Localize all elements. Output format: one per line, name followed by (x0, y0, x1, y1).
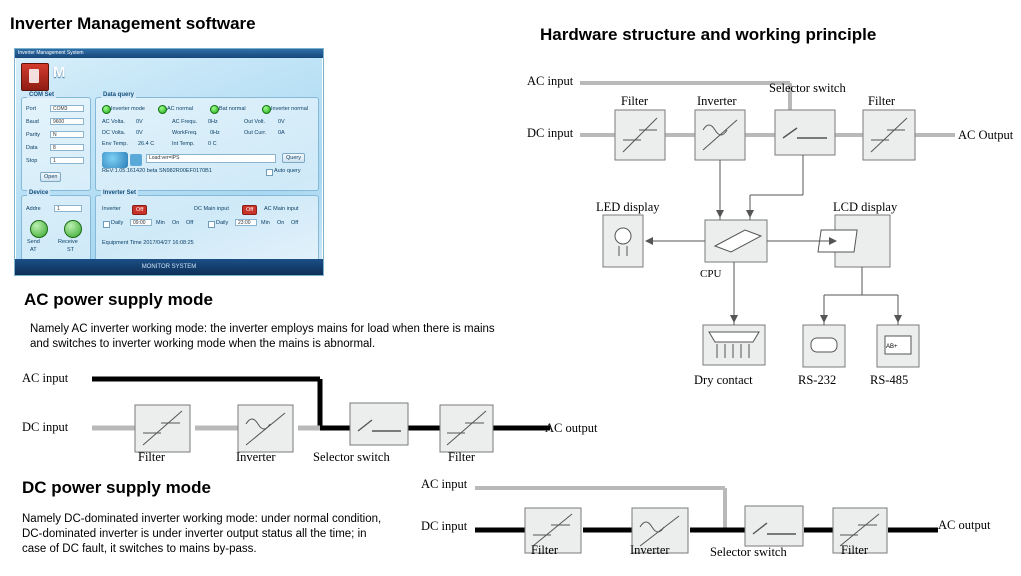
speaker-icon (102, 152, 128, 168)
reading-work-freq-value: 0Hz (210, 130, 220, 136)
inverter-set-title: Inverter Set (103, 190, 137, 196)
reading-env-temp-value: 26.4 C (138, 141, 155, 147)
com-set-title: COM Set (29, 92, 55, 98)
send-led-icon (30, 220, 48, 238)
reading-dc-volt-value: 0V (136, 130, 143, 136)
status-led-inverter-normal (262, 105, 271, 114)
parity-select[interactable]: N (50, 131, 84, 138)
reading-dc-volt-label: DC Volta. (102, 130, 126, 136)
status-label-inverter-mode: Inverter mode (111, 106, 145, 112)
baud-select[interactable]: 9600 (50, 118, 84, 125)
reading-out-curr-value: 0A (278, 130, 285, 136)
status-label-bat-normal: Bat normal (219, 106, 246, 112)
daily2-label: Daily (216, 220, 229, 226)
status-led-ac-normal (158, 105, 167, 114)
ac-mode-filter2-label: Filter (448, 450, 476, 464)
ac-mode-filter1-label: Filter (138, 450, 166, 464)
daily1-checkbox[interactable] (103, 221, 110, 228)
status-led-bat-normal (210, 105, 219, 114)
dc-mode-output-label: AC output (938, 518, 991, 532)
reading-ac-freq-label: AC Frequ. (172, 119, 198, 125)
ac-mode-ac-input-label: AC input (22, 371, 69, 385)
dc-mode-title: DC power supply mode (22, 478, 211, 497)
hw-led-display-label: LED display (596, 200, 660, 214)
hw-cpu-label: CPU (700, 268, 722, 280)
stop-bits-label: Stop (26, 158, 38, 164)
daily1-label: Daily (111, 220, 124, 226)
send-sub-label: AT (30, 247, 37, 253)
hw-lcd-display-label: LCD display (833, 200, 898, 214)
dc-mode-ac-input-label: AC input (421, 477, 468, 491)
inverter-management-app-window[interactable] (14, 48, 324, 276)
app-titlebar: Inverter Management System (15, 49, 323, 58)
status-led-inverter-mode (102, 105, 111, 114)
ac-mode-selector-label: Selector switch (313, 450, 390, 464)
reading-int-temp-value: 0 C (208, 141, 217, 147)
hardware-title: Hardware structure and working principle (540, 25, 877, 44)
daily2-time-input[interactable]: 23:00 (235, 219, 257, 226)
reading-out-volt-value: 0V (278, 119, 285, 125)
dc-mode-diagram (420, 480, 1020, 575)
data-bits-select[interactable]: 8 (50, 144, 84, 151)
hw-rs485-label: RS-485 (870, 373, 909, 387)
inverter-state-toggle[interactable]: Off (132, 205, 147, 215)
ac-mode-output-label: AC output (545, 421, 598, 435)
send-label: Send (27, 239, 40, 245)
reading-out-volt-label: Out Volt. (244, 119, 266, 125)
ac-mode-description: Namely AC inverter working mode: the inverter employs mains for load when there is mains and switches to inverter working mode when the mains is abnormal. (30, 323, 495, 350)
equipment-time-label: Equipment Time 2017/04/27 16:08:25 (102, 240, 194, 246)
hw-dry-contact-label: Dry contact (694, 373, 753, 387)
daily1-on-label[interactable]: On (172, 220, 180, 226)
receive-label: Receive (58, 239, 78, 245)
auto-query-label: Auto query (274, 168, 301, 174)
ac-main-input-label: AC Main input (264, 206, 299, 212)
parity-label: Parity (26, 132, 41, 138)
dc-mode-filter1-label: Filter (531, 543, 559, 557)
app-brand-label: M (53, 64, 67, 81)
reply-line: REV:1.05.161420 beta SN982R00EF0170B1 (102, 168, 212, 174)
hw-ac-input-label: AC input (527, 74, 574, 88)
command-input[interactable]: Load:ver=IPS (146, 154, 276, 163)
daily2-on-label[interactable]: On (277, 220, 285, 226)
dc-mode-description: Namely DC-dominated inverter working mode: under normal condition, DC-dominated inverter is under inverter output status all the time; in case of DC fault, it switches to mains by-pass. (22, 513, 382, 555)
hw-ac-output-label: AC Output (958, 128, 1014, 142)
device-title: Device (29, 190, 49, 196)
com-port-label: Port (26, 106, 37, 112)
status-label-ac-normal: AC normal (167, 106, 193, 112)
hw-dc-input-label: DC input (527, 126, 574, 140)
ac-mode-title: AC power supply mode (24, 290, 213, 309)
open-port-button[interactable]: Open (40, 172, 61, 182)
com-port-select[interactable]: COM3 (50, 105, 84, 112)
data-bits-label: Data (26, 145, 38, 151)
settings-gear-icon[interactable] (130, 154, 142, 166)
device-address-label: Addre (26, 206, 41, 212)
query-button[interactable]: Query (282, 153, 305, 163)
auto-query-checkbox[interactable] (266, 169, 273, 176)
data-query-title: Data query (103, 92, 135, 98)
receive-sub-label: ST (67, 247, 75, 253)
dc-mode-dc-input-label: DC input (421, 519, 468, 533)
reading-int-temp-label: Int Temp. (172, 141, 195, 147)
device-panel (21, 190, 91, 265)
dc-mode-selector-label: Selector switch (710, 545, 787, 559)
device-address-input[interactable]: 1 (54, 205, 82, 212)
daily1-off-label[interactable]: Off (186, 220, 194, 226)
reading-env-temp-label: Env Temp. (102, 141, 128, 147)
app-footer: MONITOR SYSTEM (15, 259, 323, 275)
receive-led-icon (64, 220, 82, 238)
daily2-checkbox[interactable] (208, 221, 215, 228)
ac-mode-inverter-label: Inverter (236, 450, 276, 464)
reading-ac-volt-value: 0V (136, 119, 143, 125)
hardware-diagram (525, 60, 1015, 390)
hw-inverter-label: Inverter (697, 94, 737, 108)
reading-ac-volt-label: AC Volta. (102, 119, 125, 125)
data-query-panel (95, 92, 319, 191)
daily2-off-label[interactable]: Off (291, 220, 299, 226)
com-set-panel (21, 92, 91, 191)
dc-mode-filter2-label: Filter (841, 543, 869, 557)
inverter-set-panel (95, 190, 319, 265)
stop-bits-select[interactable]: 1 (50, 157, 84, 164)
reading-out-curr-label: Out Curr. (244, 130, 267, 136)
dc-main-state-toggle[interactable]: Off (242, 205, 257, 215)
software-title: Inverter Management software (10, 14, 256, 33)
daily2-min-label: Min (261, 220, 270, 226)
status-label-inverter-normal: Inverter normal (271, 106, 308, 112)
hw-selector-switch-label: Selector switch (769, 81, 846, 95)
reading-work-freq-label: WorkFreq. (172, 130, 198, 136)
dc-mode-inverter-label: Inverter (630, 543, 670, 557)
app-logo-icon (21, 63, 49, 91)
hw-filter-right-label: Filter (868, 94, 896, 108)
reading-ac-freq-value: 0Hz (208, 119, 218, 125)
daily1-min-label: Min (156, 220, 165, 226)
hw-rs232-label: RS-232 (798, 373, 837, 387)
baud-label: Baud (26, 119, 39, 125)
daily1-time-input[interactable]: 09:00 (130, 219, 152, 226)
dc-main-input-label: DC Main input (194, 206, 229, 212)
rs485-port-caption: AB+ (886, 344, 898, 350)
ac-mode-diagram (20, 365, 620, 460)
inverter-label: Inverter (102, 206, 121, 212)
hw-filter-left-label: Filter (621, 94, 649, 108)
ac-mode-dc-input-label: DC input (22, 420, 69, 434)
